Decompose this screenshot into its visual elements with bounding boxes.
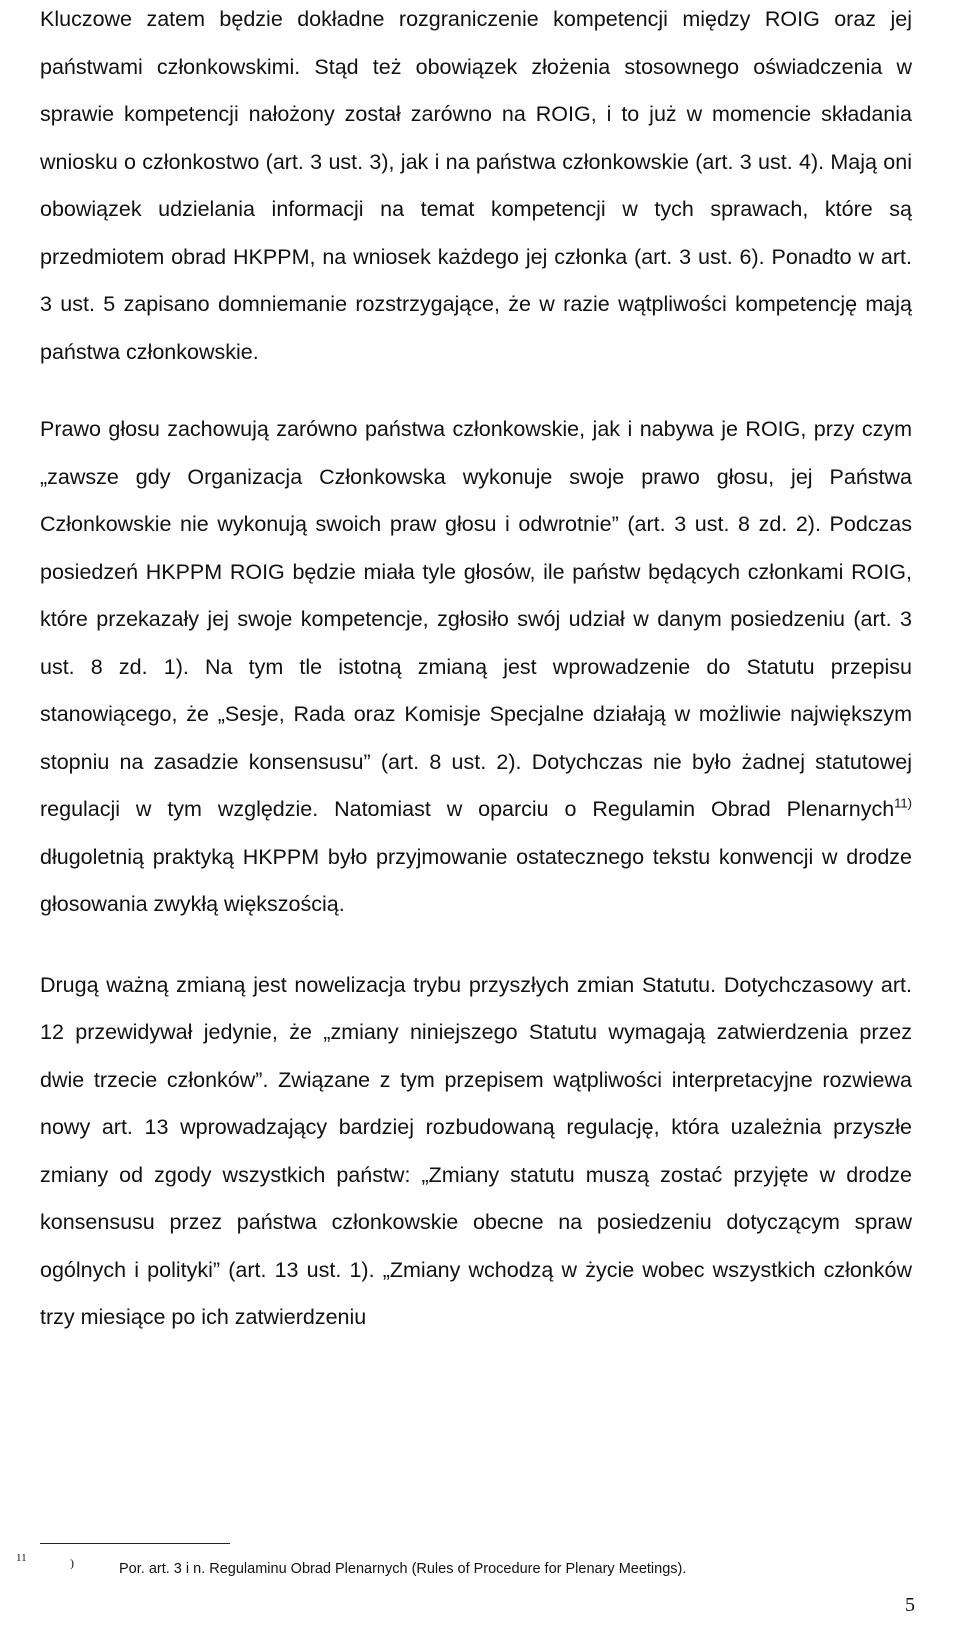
paragraph-2-text-after-footnote: długoletnią praktyką HKPPM było przyjmowanie ostatecznego tekstu konwencji w drodze głosowania zwykłą większością. (40, 844, 912, 916)
paragraph-2-text-before-footnote: Prawo głosu zachowują zarówno państwa członkowskie, jak i nabywa je ROIG, przy czym „zawsze gdy Organizacja Członkowska wykonuje swoje prawo głosu, jej Państwa Członkowskie nie wykonują swoich praw głosu i odwrotnie” (art. 3 ust. 8 zd. 2). Podczas posiedzeń HKPPM ROIG będzie miała tyle głosów, ile państw będących członkami ROIG, które przekazały jej swoje kompetencje, zgłosiło swój udział w danym posiedzeniu (art. 3 ust. 8 zd. 1). Na tym tle istotną zmianą jest wprowadzenie do Statutu przepisu stanowiącego, że „Sesje, Rada oraz Komisje Specjalne działają w możliwie największym stopniu na zasadzie konsensusu” (art. 8 ust. 2). Dotychczas nie było żadnej statutowej regulacji w tym względzie. Natomiast w oparciu o Regulamin Obrad Plenarnych (40, 417, 912, 821)
paragraph-2 (40, 406, 912, 929)
document-body (40, 0, 912, 1342)
footnote-number: 11 (16, 1552, 27, 1564)
footnote (0, 1548, 960, 1588)
footnote-paren: ) (70, 1556, 74, 1570)
paragraph-1: Kluczowe zatem będzie dokładne rozgraniczenie kompetencji między ROIG oraz jej państwami członkowskimi. Stąd też obowiązek złożenia stosownego oświadczenia w sprawie kompetencji nałożony został zarówno na ROIG, i to już w momencie składania wniosku o członkostwo (art. 3 ust. 3), jak i na państwa członkowskie (art. 3 ust. 4). Mają oni obowiązek udzielania informacji na temat kompetencji w tych sprawach, które są przedmiotem obrad HKPPM, na wniosek każdego jej członka (art. 3 ust. 6). Ponadto w art. 3 ust. 5 zapisano domniemanie rozstrzygające, że w razie wątpliwości kompetencję mają państwa członkowskie. (40, 7, 912, 364)
footnote-text: Por. art. 3 i n. Regulaminu Obrad Plenarnych (Rules of Procedure for Plenary Meetings). (119, 1561, 687, 1577)
page-number: 5 (905, 1594, 915, 1616)
paragraph-3: Drugą ważną zmianą jest nowelizacja trybu przyszłych zmian Statutu. Dotychczasowy art. 12 przewidywał jedynie, że „zmiany niniejszego Statutu wymagają zatwierdzenia przez dwie trzecie członków”. Związane z tym przepisem wątpliwości interpretacyjne rozwiewa nowy art. 13 wprowadzający bardziej rozbudowaną regulację, która uzależnia przyszłe zmiany od zgody wszystkich państw: „Zmiany statutu muszą zostać przyjęte w drodze konsensusu przez państwa członkowskie obecne na posiedzeniu dotyczącym spraw ogólnych i polityki” (art. 13 ust. 1). „Zmiany wchodzą w życie wobec wszystkich członków trzy miesiące po ich zatwierdzeniu (40, 972, 912, 1329)
footnote-reference[interactable]: 11) (894, 795, 912, 811)
footnote-separator (40, 1543, 230, 1544)
